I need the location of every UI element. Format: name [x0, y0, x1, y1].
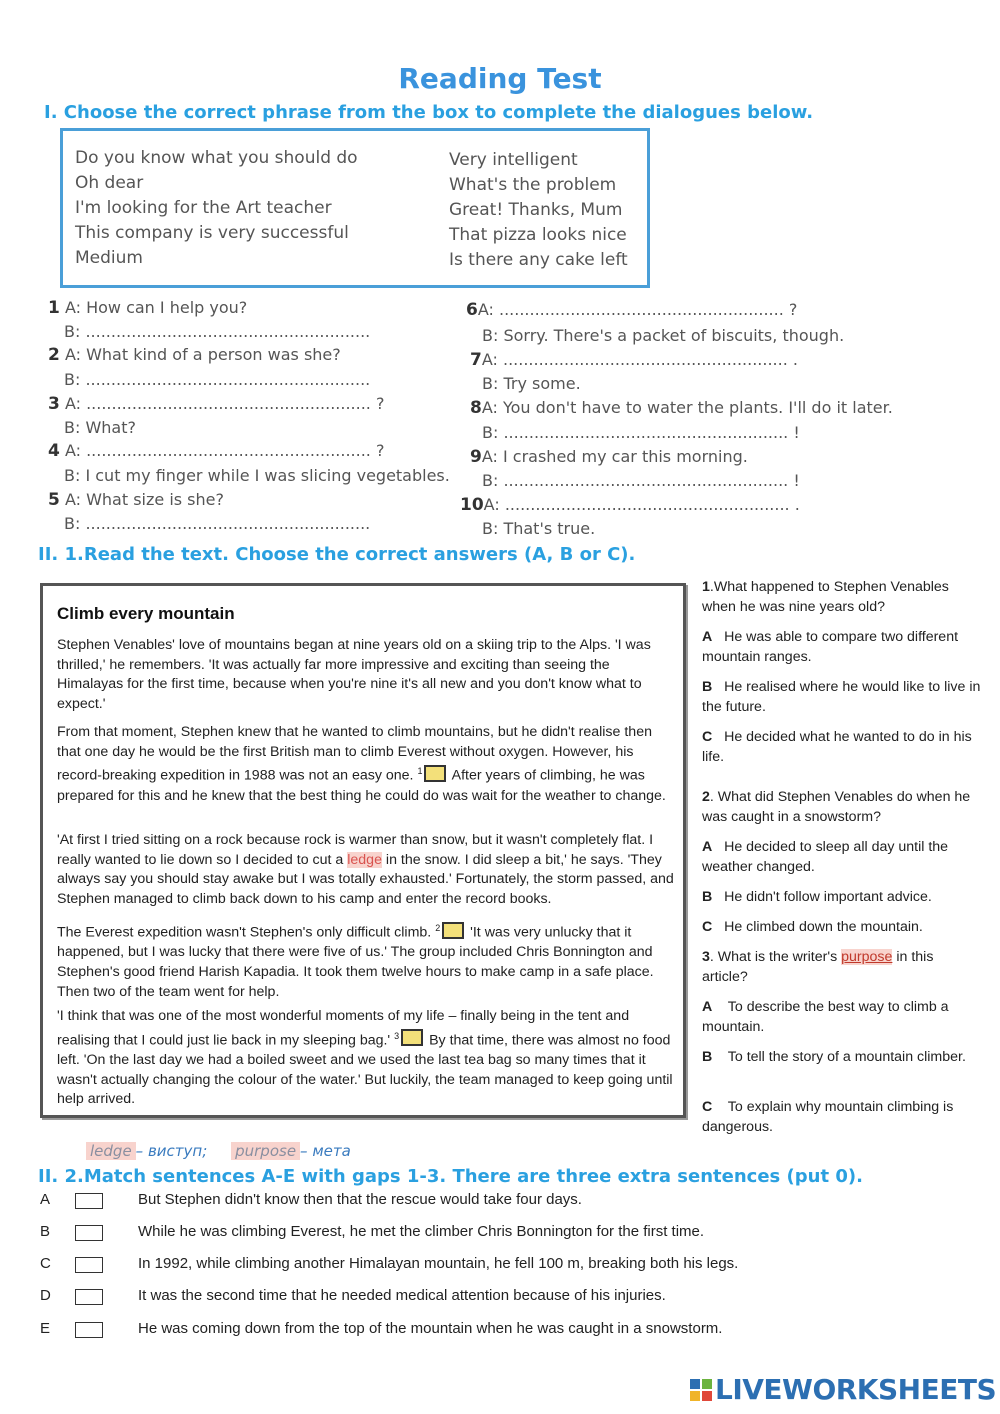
article-paragraph: From that moment, Stephen knew that he wanted to climb mountains, but he didn't realise then that one day he would be the first British man to climb Everest without oxygen. However, his record-breaking expedition in 1988 was not an easy one. $^1$ After years of climbing, he was prepared for this and he knew that the best thing he could do was wait for the weather to change.	[57, 724, 666, 804]
logo-icon	[690, 1379, 712, 1401]
match-row: D It was the second time that he needed medical attention because of his injuries.	[40, 1287, 666, 1304]
match-row: C In 1992, while climbing another Himalayan mountain, he fell 100 m, breaking both his legs.	[40, 1255, 739, 1272]
gap-1-box[interactable]	[424, 765, 446, 782]
dialogue-7-reply: B: Try some.	[482, 374, 581, 393]
phrase: That pizza looks nice	[449, 225, 627, 245]
question-2: 2. What did Stephen Venables do when he was caught in a snowstorm?	[702, 789, 971, 825]
dialogue-2: 2 A: What kind of a person was she?	[48, 345, 341, 365]
question-3-option-b[interactable]: B To tell the story of a mountain climber.	[702, 1049, 966, 1065]
gap-3-box[interactable]	[401, 1029, 423, 1046]
dialogue-8-answer[interactable]: B: ........................................................ !	[482, 423, 800, 442]
page-title: Reading Test	[398, 62, 602, 95]
question-3-option-a[interactable]: A To describe the best way to climb a mountain.	[702, 999, 949, 1035]
dialogue-10-reply: B: That's true.	[482, 519, 596, 538]
dialogue-7[interactable]: 7A: ........................................................ .	[470, 350, 798, 370]
dialogue-10[interactable]: 10A: ........................................................ .	[460, 495, 800, 515]
dialogue-2-answer[interactable]: B: ........................................................	[64, 370, 371, 389]
article-paragraph: 'I think that was one of the most wonderful moments of my life – finally being in the tent and realising that I could just lie back in my sleeping bag.' $^3$ By that time, there was almost no food left. 'On the last day we had a boiled sweet and we used the last tea bag so many times that it wasn't actually changing the colour of the water.' But luckily, the team managed to keep going until help arrived.	[57, 1008, 673, 1108]
article-box	[40, 583, 686, 1118]
dialogue-3[interactable]: 3 A: ........................................................ ?	[48, 394, 385, 414]
match-row: A But Stephen didn't know then that the rescue would take four days.	[40, 1191, 582, 1208]
answer-box[interactable]	[75, 1322, 103, 1338]
dialogue-4-reply: B: I cut my finger while I was slicing vegetables.	[64, 466, 450, 485]
answer-box[interactable]	[75, 1289, 103, 1305]
dialogue-3-reply: B: What?	[64, 418, 136, 437]
article-paragraph: Stephen Venables' love of mountains began at nine years old on a skiing trip to the Alps. 'I was thrilled,' he remembers. 'It was actually far more impressive and exciting than seeing the Himalayas for the first time, because when you're nine it's all new and you don't know what to expect.'	[57, 637, 651, 712]
phrase: Medium	[75, 248, 143, 268]
section-1-heading: I. Choose the correct phrase from the box to complete the dialogues below.	[44, 102, 814, 123]
dialogue-5-answer[interactable]: B: ........................................................	[64, 514, 371, 533]
liveworksheets-logo: LIVEWORKSHEETS	[690, 1373, 996, 1406]
gap-2-box[interactable]	[442, 922, 464, 939]
phrase: This company is very successful	[75, 223, 349, 243]
phrase: Is there any cake left	[449, 250, 628, 270]
highlight-purpose: purpose	[841, 949, 893, 965]
dialogue-4[interactable]: 4 A: ........................................................ ?	[48, 441, 385, 461]
highlight-ledge: ledge	[347, 851, 382, 868]
match-row: E He was coming down from the top of the mountain when he was caught in a snowstorm.	[40, 1320, 723, 1337]
question-2-option-c[interactable]: C He climbed down the mountain.	[702, 919, 923, 935]
question-3: 3. What is the writer's purpose in this article?	[702, 949, 934, 985]
glossary: ledge – виступ; purpose – мета	[86, 1142, 351, 1160]
phrase: What's the problem	[449, 175, 617, 195]
phrase-box	[60, 128, 650, 288]
answer-box[interactable]	[75, 1225, 103, 1241]
phrase: Oh dear	[75, 173, 144, 193]
dialogue-5: 5 A: What size is she?	[48, 490, 224, 510]
dialogue-9-answer[interactable]: B: ........................................................ !	[482, 471, 800, 490]
question-2-option-b[interactable]: B He didn't follow important advice.	[702, 889, 932, 905]
question-1-option-c[interactable]: C He decided what he wanted to do in his life.	[702, 729, 972, 765]
dialogue-6-reply: B: Sorry. There's a packet of biscuits, though.	[482, 326, 845, 345]
dialogue-1-answer[interactable]: B: ........................................................	[64, 322, 371, 341]
dialogue-1: 1 A: How can I help you?	[48, 298, 248, 318]
question-1: 1.What happened to Stephen Venables when he was nine years old?	[702, 579, 949, 615]
article-paragraph: The Everest expedition wasn't Stephen's only difficult climb. $^2$ 'It was very unlucky that it happened, but I was lucky that there were five of us.' The group included Chris Bonnington and Stephen's good friend Harish Kapadia. It took them twelve hours to make camp in a safe place. Then two of the team went for help.	[57, 923, 654, 1000]
answer-box[interactable]	[75, 1193, 103, 1209]
dialogue-6[interactable]: 6A: ........................................................ ?	[466, 300, 798, 320]
question-1-option-b[interactable]: B He realised where he would like to live in the future.	[702, 679, 981, 715]
phrase: Do you know what you should do	[75, 148, 358, 168]
article-paragraph: 'At first I tried sitting on a rock because rock is warmer than snow, but it wasn't completely flat. I really wanted to lie down so I decided to cut a ledge in the snow. I did sleep a bit,' he says. 'They always say you should stay awake but I was totally exhausted.' Fortunately, the storm passed, and Stephen managed to climb back down to his camp and enter the record books.	[57, 832, 674, 907]
match-row: B While he was climbing Everest, he met the climber Chris Bonnington for the first time.	[40, 1223, 705, 1240]
dialogue-8: 8A: You don't have to water the plants. I'll do it later.	[470, 398, 893, 418]
section-2-heading: II. 1.Read the text. Choose the correct answers (A, B or C).	[38, 544, 636, 565]
question-1-option-a[interactable]: A He was able to compare two different mountain ranges.	[702, 629, 959, 665]
question-3-option-c[interactable]: C To explain why mountain climbing is dangerous.	[702, 1099, 954, 1135]
section-3-heading: II. 2.Match sentences A-E with gaps 1-3. There are three extra sentences (put 0).	[38, 1166, 863, 1187]
phrase: Great! Thanks, Mum	[449, 200, 623, 220]
phrase: I'm looking for the Art teacher	[75, 198, 332, 218]
dialogue-9: 9A: I crashed my car this morning.	[470, 447, 748, 467]
question-2-option-a[interactable]: A He decided to sleep all day until the weather changed.	[702, 839, 949, 875]
phrase: Very intelligent	[449, 150, 578, 170]
article-title: Climb every mountain	[57, 604, 235, 623]
answer-box[interactable]	[75, 1257, 103, 1273]
